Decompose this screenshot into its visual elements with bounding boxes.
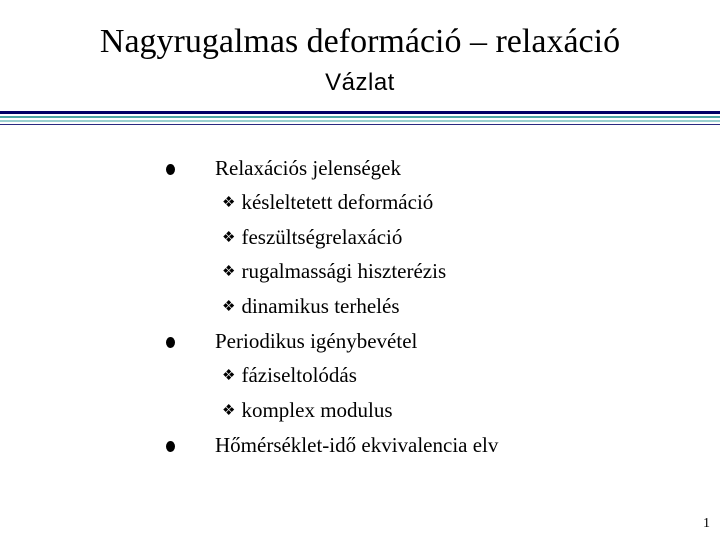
diamond-icon: ❖ — [222, 368, 236, 384]
slide-title: Nagyrugalmas deformáció – relaxáció — [99, 23, 621, 60]
bullet-icon — [166, 337, 175, 348]
outline-subitem-label: komplex modulus — [241, 398, 393, 422]
outline-item: Hőmérséklet-idő ekvivalencia elv — [215, 433, 499, 457]
outline-item: Relaxációs jelenségek — [215, 156, 402, 180]
diamond-icon: ❖ — [222, 403, 236, 419]
outline-subitem — [222, 258, 446, 285]
divider-line — [0, 111, 720, 114]
divider-line — [0, 120, 720, 122]
outline-subitem-label: fáziseltolódás — [241, 363, 357, 387]
diamond-icon: ❖ — [222, 264, 236, 280]
outline-subitem-label: feszültségrelaxáció — [241, 225, 403, 249]
bullet-icon — [166, 441, 175, 452]
divider-line — [0, 124, 720, 125]
diamond-icon: ❖ — [222, 195, 236, 211]
diamond-icon: ❖ — [222, 230, 236, 246]
page-number: 1 — [703, 516, 710, 531]
bullet-icon — [166, 164, 175, 175]
outline-subitem — [222, 224, 402, 251]
divider-line — [0, 116, 720, 118]
outline-subitem — [222, 189, 433, 216]
outline-subitem-label: késleltetett deformáció — [241, 190, 434, 214]
slide-subtitle: Vázlat — [325, 69, 395, 96]
outline-subitem-label: rugalmassági hiszterézis — [241, 259, 447, 283]
outline-item: Periodikus igénybevétel — [215, 329, 418, 353]
outline-subitem — [222, 362, 357, 389]
outline-subitem-label: dinamikus terhelés — [241, 294, 400, 318]
outline-subitem — [222, 397, 393, 424]
diamond-icon: ❖ — [222, 299, 236, 315]
outline-subitem — [222, 293, 400, 320]
